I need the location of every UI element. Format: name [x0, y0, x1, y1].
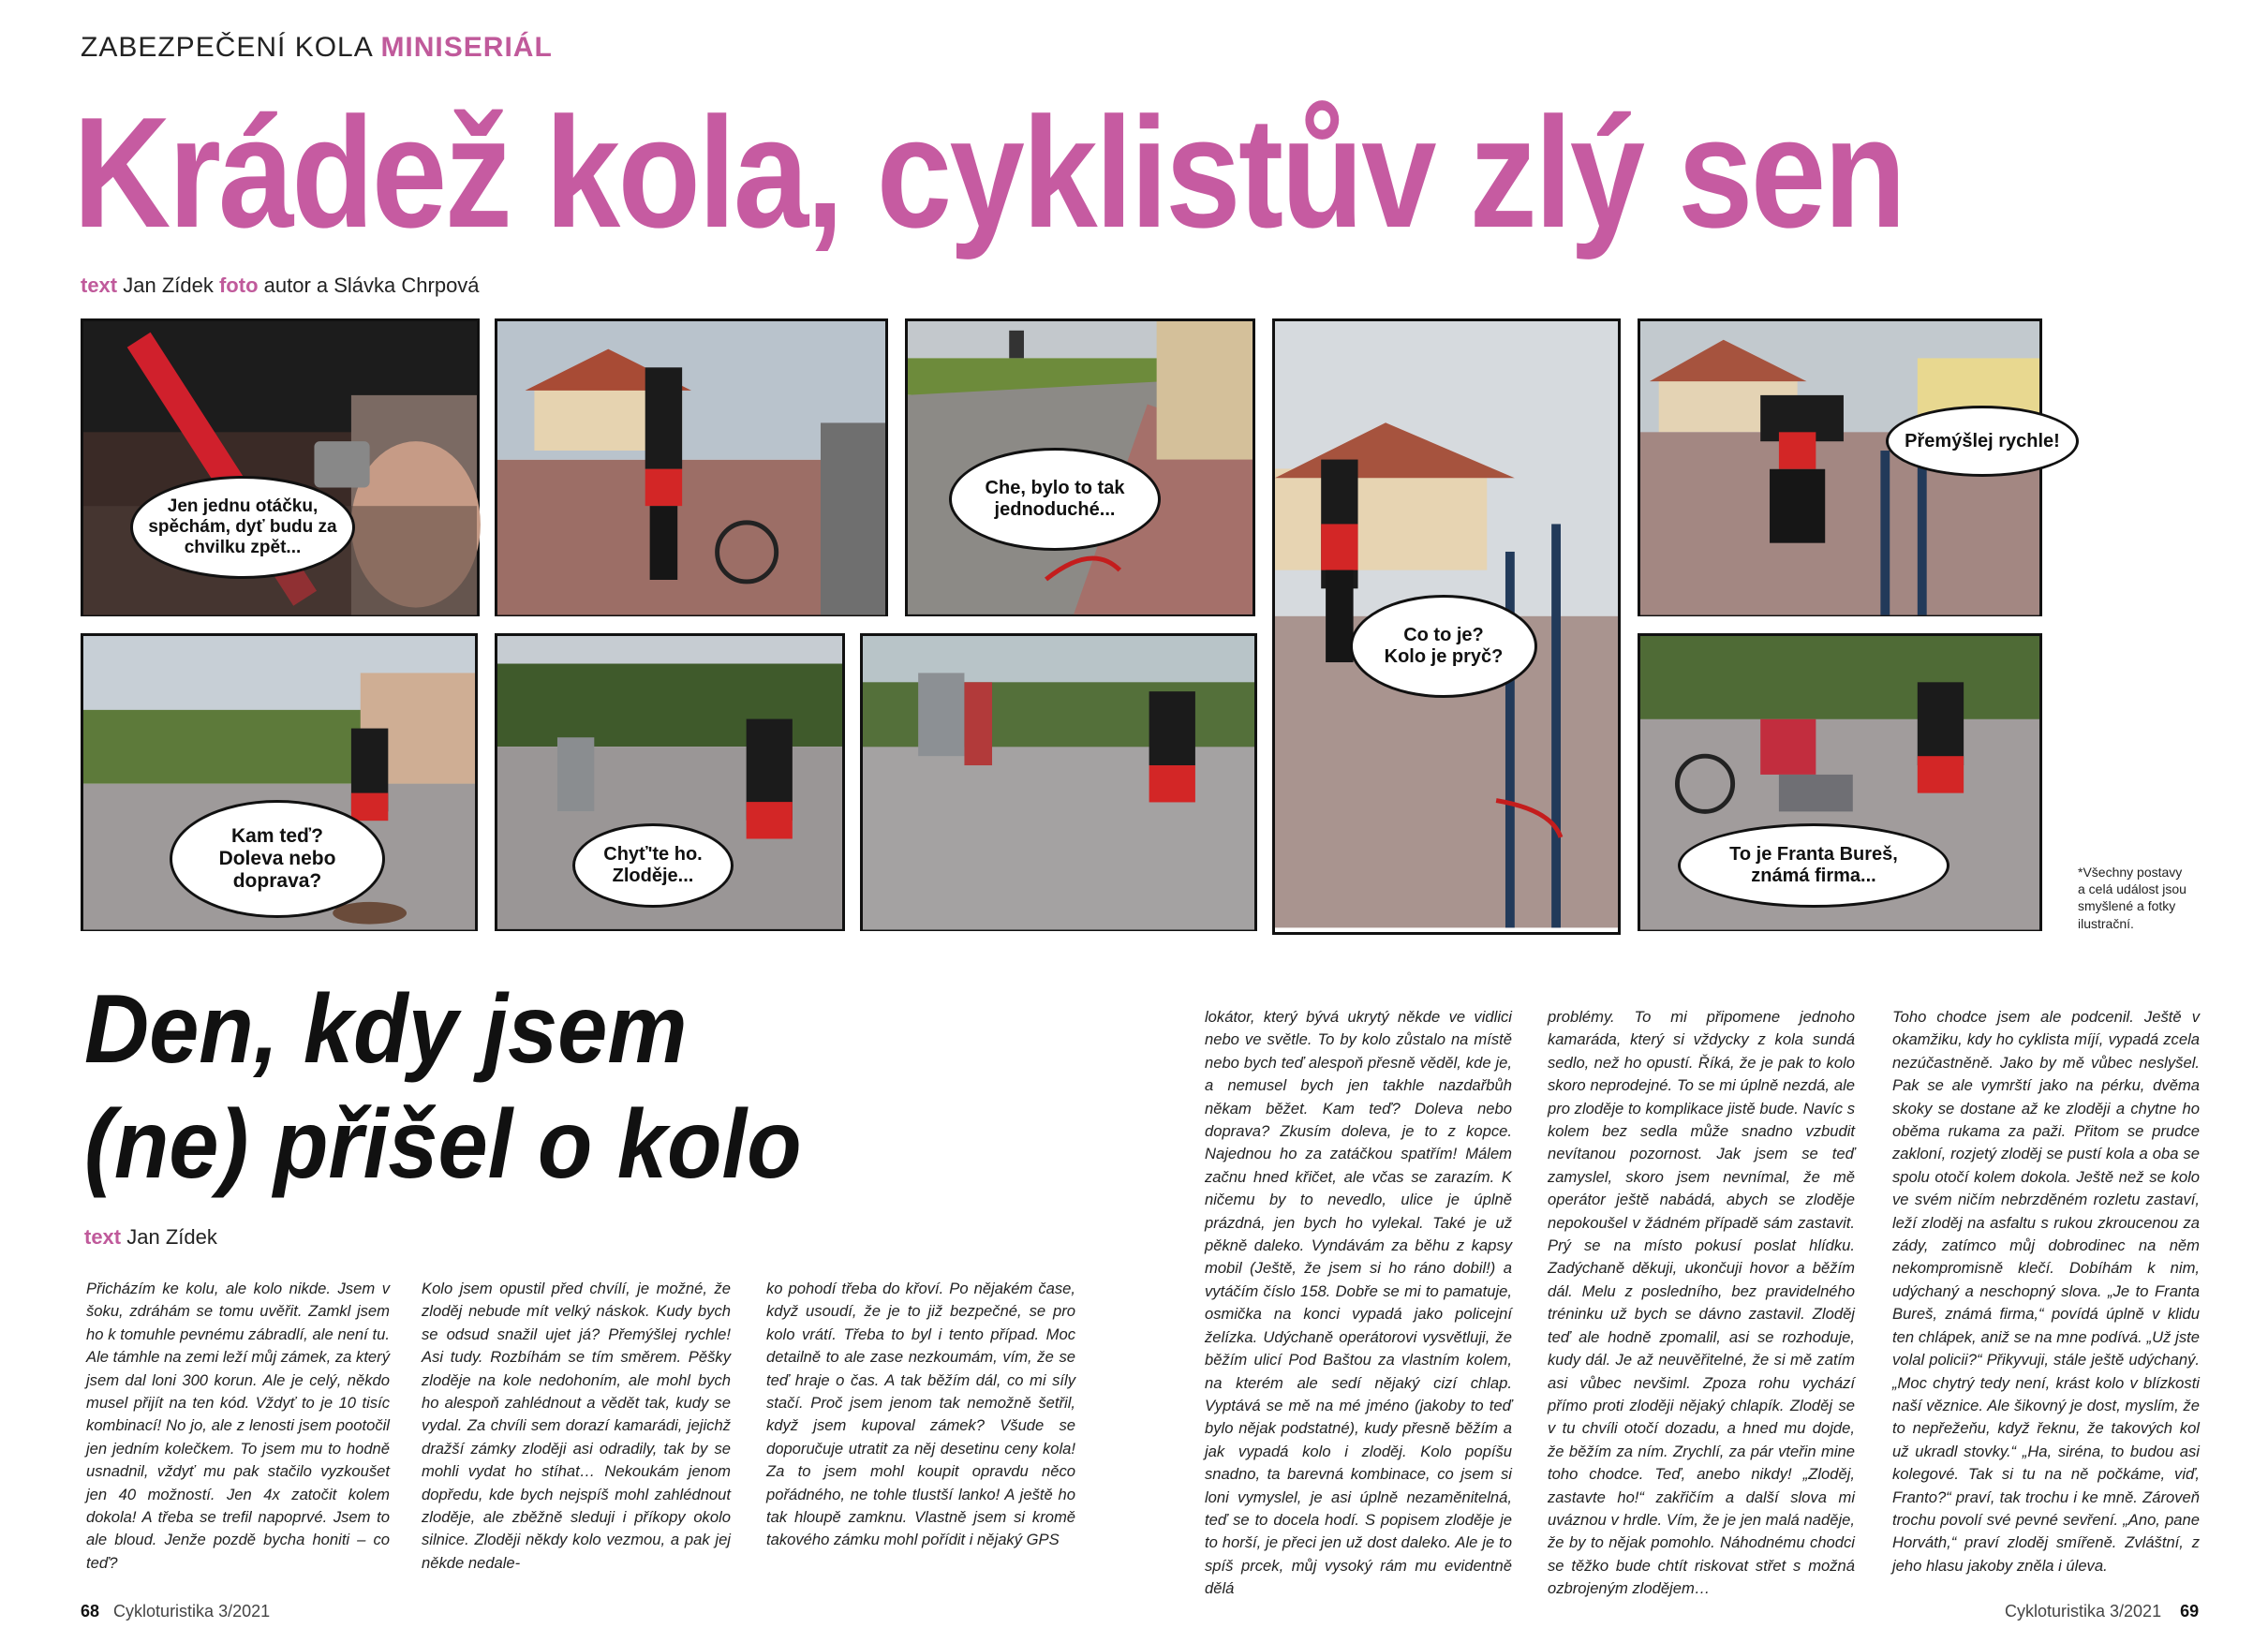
section-tag-prefix: ZABEZPEČENÍ KOLA	[81, 32, 373, 63]
article-byline	[84, 1225, 217, 1250]
credits-photo-label: foto	[218, 274, 259, 297]
panel-caught	[1638, 633, 2042, 931]
speech-bubble-panel-9: To je Franta Bureš, známá firma...	[1678, 823, 1949, 908]
text-column-6: Toho chodce jsem ale podcenil. Ještě v okamžiku, kdy ho cyklista míjí, vypadá zcela nezúčastněně. Jako by mě vůbec neslyšel. Pak se ale vymrští jako na pérku, dvěma skoky se dostane až ke zloději a chytne ho oběma rukama za paži. Přitom se prudce zakloní, rozjetý zloděj se pustí kola a oba se spolu otočí kolem dokola. Ještě než se kolo ve svém ničím nebrzděném rozletu zastaví, leží zloděj na asfaltu s rukou zkroucenou za zády, zatímco můj dobrodinec na něm nekompromisně klečí. Dobíhám k nim, udýchaný a neschopný slova. „Je to Franta Bureš, známá firma,“ povídá úplně v klidu ten chlápek, aniž se na mne podívá. „Už jste volal policii?“ Přikyvuji, stále ještě udýchaný. „Moc chytrý tedy není, krást kolo v blízkosti naší věznice. Ale šikovný je dost, myslím, že to nepřežeňu, když řeknu, že takových kol už ukradl stovky.“ „Ha, siréna, to budou asi kolegové. Tak si tu na ně počkáme, viď, Franto?“ praví, tak trochu i ke mně. Zároveň trochu povolí své pevné sevření. „Ano, pane Horváth,“ praví zloděj smířeně. Zvláštní, z jeho hlasu jakoby zněla i úleva.	[1892, 1008, 2200, 1575]
byline-label: text	[84, 1225, 122, 1249]
text-column-2: Kolo jsem opustil před chvílí, je možné, že zloděj nebude mít velký náskok. Kudy bych se odsud snažil ujet já? Přemýšlej rychle! Asi tudy. Rozbíhám se tím směrem. Pěšky zloděje na kole nedohoním, ale mohl bych ho alespoň zahlédnout a vědět tak, kudy se vydal. Za chvíli sem dorazí kamarádi, jejichž dražší zámky zloději asi odradily, tak by se mohli vydat ho stíhat… Nekoukám jenom dopředu, kde bych nejspíš mohl zahlédnout zloděje, ale zběžně sleduji i příkopy okolo silnice. Zloději někdy kolo vezmou, a pak jej někde nedale-	[422, 1280, 731, 1572]
headline: Krádež kola, cyklistův zlý sen	[73, 84, 1905, 260]
text-column-4: lokátor, který bývá ukrytý někde ve vidlici nebo ve světle. To by kolo zůstalo na místě nebo bych teď alespoň přesně věděl, kde je, a nemusel bych jen takhle nazdařbůh někam běžet. Kam teď? Doleva nebo doprava? Zkusím doleva, je to z kopce. Najednou ho za zatáčkou spatřím! Málem začnu hned křičet, ale včas se zarazím. K ničemu by to nevedlo, ulice je úplně prázdná, jen bych ho vylekal. Také je už pěkně daleko. Vyndávám za běhu z kapsy mobil (Ještě, že jsem si ho ráno dobil!) a vytáčím číslo 158. Dobře se mi to pamatuje, osmička na konci vypadá jako policejní želízka. Udýchaně operátorovi vysvětluji, že běžím ulicí Pod Baštou za vlastním kolem, na kterém ale sedí nějaký cizí chlap. Vyptává se mě na mé jméno (jakoby to teď bylo nějak podstatné), kudy přesně běžím a jak vypadá kolo i zloděj. Kolo popíšu snadno, ta barevná kombinace, co jsem si loni vymyslel, je asi úplně nezaměnitelná, teď se to docela hodí. S popisem zloděje je to horší, je přeci jen už dost daleko. Ale je to spíš prcek, můj vysoký rám mu evidentně dělá	[1205, 1008, 1512, 1598]
text-column-3: ko pohodí třeba do křoví. Po nějakém čase, když usoudí, že je to již bezpečné, se pro kolo vrátí. Třeba to byl i tento případ. Moc detailně to ale zase nezkoumám, vím, že se teď hraje o čas. A tak běžím dál, co mi síly stačí. Proč jsem jenom tak nemožně šetřil, když jsem kupoval zámek? Všude se doporučuje utratit za něj desetinu ceny kola! Za to jsem mohl koupit opravdu něco pořádného, ne tohle tlustší lanko! A ještě ho tak hloupě zamknu. Vlastně jsem si kromě takového zámku mohl pořídit i nějaký GPS	[766, 1280, 1075, 1549]
credits-author: Jan Zídek	[123, 274, 214, 297]
panel-bike-gone	[1272, 318, 1621, 935]
footer-left	[81, 1602, 270, 1621]
panel-thinking	[1638, 318, 2060, 616]
speech-bubble-panel-4: Co to je? Kolo je pryč?	[1350, 595, 1537, 698]
panel-thief-riding	[905, 318, 1255, 616]
walking-away-photo	[497, 321, 885, 614]
page-number-right: 69	[2180, 1602, 2200, 1621]
magazine-issue-left: Cykloturistika 3/2021	[113, 1602, 271, 1621]
magazine-issue-right: Cykloturistika 3/2021	[2005, 1602, 2162, 1621]
panel-chase	[860, 633, 1257, 931]
chase-photo	[863, 636, 1254, 930]
byline-author: Jan Zídek	[126, 1225, 217, 1249]
panel-where-now	[81, 633, 478, 931]
photo-disclaimer: *Všechny postavy a celá událost jsou smyšlené a fotky ilustrační.	[2078, 865, 2186, 931]
panel-lock-closeup	[81, 318, 480, 616]
speech-bubble-panel-7: Chyť'te ho. Zloděje...	[572, 823, 734, 908]
section-tag-highlight: MINISERIÁL	[380, 32, 553, 63]
page-number-left: 68	[81, 1602, 100, 1621]
speech-bubble-panel-6: Kam teď? Doleva nebo doprava?	[170, 800, 385, 918]
speech-bubble-panel-5: Přemýšlej rychle!	[1886, 406, 2079, 477]
speech-bubble-panel-3: Che, bylo to tak jednoduché...	[949, 448, 1161, 551]
credits-text-label: text	[81, 274, 118, 297]
panel-catch-him	[495, 633, 845, 931]
article-title: Den, kdy jsem (ne) přišel o kolo	[84, 975, 802, 1199]
text-column-5: problémy. To mi připomene jednoho kamaráda, který si vždycky z kola sundá sedlo, než ho opustí. Říká, že je pak to kolo skoro neprodejné. To se mi úplně nezdá, ale pro zloděje to komplikace jistě bude. Navíc s kolem bez sedla může snadno vzbudit nevítanou pozornost. Jak jsem se teď zamyslel, skoro jsem nevnímal, že mě operátor ještě nabádá, abych se zloděje nepokoušel v žádném případě sám zastavit. Prý se na místo pokusí poslat hlídku. Zadýchaně děkuji, ukončuji hovor a běžím dál. Melu z posledního, bez pravidelného tréninku už bych se dávno zastavil. Zloděj teď ale hodně zpomalil, asi se rozhoduje, kudy dál. Je až neuvěřitelné, že si mě zatím asi vůbec nevšiml. Zpoza rohu vychází přímo proti zloději nějaký chlapík. Zloděj se v tu chvíli otočí dozadu, a hned mu dojde, že běžím za ním. Zrychlí, za pár vteřin mine toho chodce. Teď, anebo nikdy! „Zloděj, zastavte ho!“ zakřičím a další slova mi uváznou v hrdle. Vím, že je jen malá naděje, že by to nějak pomohlo. Náhodnému chodci se těžko bude chtít riskovat střet s možná ozbrojeným zlodějem…	[1548, 1008, 1855, 1598]
section-tag	[81, 32, 553, 64]
panel-walking-away	[495, 318, 888, 616]
speech-bubble-panel-1: Jen jednu otáčku, spěchám, dyť budu za chvilku zpět...	[130, 476, 355, 579]
footer-right	[2005, 1602, 2199, 1621]
credits-photographers: autor a Slávka Chrpová	[263, 274, 480, 297]
text-column-1: Přicházím ke kolu, ale kolo nikde. Jsem v šoku, zdráhám se tomu uvěřit. Zamkl jsem ho k tomuhle pevnému zábradlí, ale není tu. Ale támhle na zemi leží můj zámek, za který jsem dal loni 300 korun. Ale je celý, někdo musel přijít na ten kód. Vždyť to je 10 tisíc kombinací! No jo, ale z lenosti jsem pootočil jen jedním kolečkem. To jsem mu to hodně usnadnil, vždyť mu pak stačilo vyzkoušet jen 40 možností. Jen 4x zatočit kolem dokola! A třeba se trefil napoprvé. Jsem to ale bloud. Jenže pozdě bycha honiti – co teď?	[86, 1280, 390, 1572]
credits	[81, 274, 480, 298]
